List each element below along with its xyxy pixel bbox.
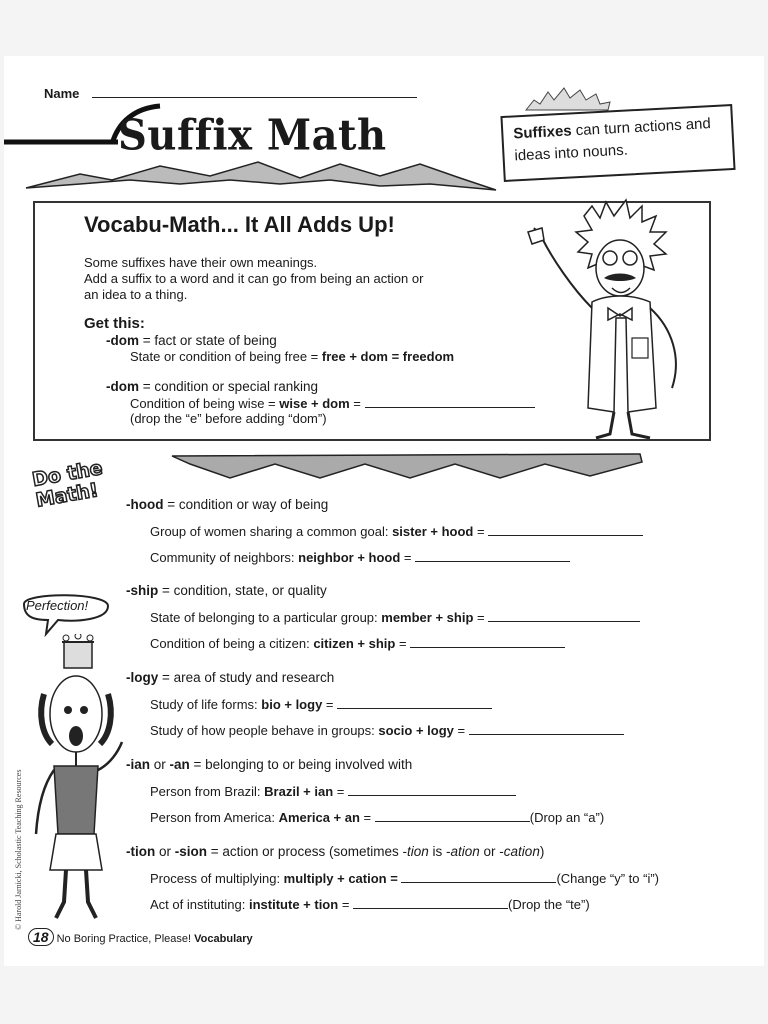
example-prompt: State or condition of being free = bbox=[130, 349, 322, 364]
answer-blank[interactable] bbox=[415, 549, 570, 562]
exercise-equals: = bbox=[400, 550, 416, 565]
suffix-definition: = action or process (sometimes - bbox=[207, 844, 407, 859]
example-prompt: Condition of being wise = bbox=[130, 396, 280, 411]
exercise-equals: = bbox=[473, 524, 489, 539]
exercise-equation: sister + hood bbox=[392, 524, 474, 539]
exercise-prompt: Study of how people behave in groups: bbox=[150, 723, 379, 738]
suffix-tion-definition bbox=[126, 844, 544, 859]
suffix-logy-definition bbox=[126, 670, 334, 685]
exercise-line bbox=[150, 896, 590, 912]
tagline-box bbox=[500, 104, 735, 182]
intro-line: an idea to a thing. bbox=[84, 287, 188, 302]
professor-illustration bbox=[522, 198, 717, 444]
do-the-math-badge: Do the Math! bbox=[30, 457, 105, 512]
exercise-equation: institute + tion bbox=[249, 897, 339, 912]
example-equation: free + dom = freedom bbox=[321, 349, 455, 364]
exercise-equals: = bbox=[333, 784, 348, 799]
copyright-text: © Harold Jarnicki, Scholastic Teaching Resources bbox=[14, 769, 23, 930]
example-note: (drop the “e” before adding “dom”) bbox=[130, 411, 327, 426]
exercise-equals: = bbox=[322, 697, 338, 712]
series-subject: Vocabulary bbox=[194, 933, 253, 945]
exercise-equation: America + an bbox=[278, 810, 360, 825]
answer-blank[interactable] bbox=[365, 395, 535, 408]
answer-blank[interactable] bbox=[353, 896, 508, 909]
name-label: Name bbox=[44, 86, 80, 101]
exercise-prompt: State of belonging to a particular group: bbox=[150, 610, 382, 625]
answer-blank[interactable] bbox=[488, 609, 640, 622]
suffix-definition: = belonging to or being involved with bbox=[189, 757, 413, 772]
exercise-prompt: Community of neighbors: bbox=[150, 550, 299, 565]
name-field[interactable] bbox=[92, 97, 417, 98]
zigzag-banner bbox=[170, 450, 645, 480]
tagline-text: can turn actions and ideas into nouns. bbox=[514, 115, 712, 165]
exercise-line bbox=[150, 523, 643, 539]
example-equals: = bbox=[349, 396, 365, 411]
suffix-term-alt: -sion bbox=[174, 844, 208, 859]
suffix-connector: or bbox=[155, 844, 175, 859]
example-suffix-definition bbox=[106, 333, 277, 348]
intro-line: Add a suffix to a word and it can go from being an action or bbox=[84, 271, 424, 286]
suffix-term: -dom bbox=[106, 379, 139, 394]
exercise-note: (Change “y” to “i”) bbox=[556, 871, 660, 886]
exercise-equation: member + ship bbox=[381, 610, 474, 625]
exercise-equation: socio + logy bbox=[378, 723, 454, 738]
suffix-ian-definition bbox=[126, 757, 412, 772]
exercise-note: (Drop an “a”) bbox=[529, 810, 605, 825]
suffix-italic: cation bbox=[503, 844, 540, 859]
exercise-prompt: Act of instituting: bbox=[150, 897, 249, 912]
answer-blank[interactable] bbox=[410, 635, 565, 648]
exercise-prompt: Person from America: bbox=[150, 810, 279, 825]
exercise-prompt: Condition of being a citizen: bbox=[150, 636, 314, 651]
exercise-line bbox=[150, 809, 604, 825]
example-line bbox=[130, 395, 535, 411]
exercise-prompt: Process of multiplying: bbox=[150, 871, 284, 886]
answer-blank[interactable] bbox=[401, 870, 556, 883]
exercise-prompt: Group of women sharing a common goal: bbox=[150, 524, 393, 539]
suffix-term: -logy bbox=[126, 670, 159, 685]
answer-blank[interactable] bbox=[337, 696, 492, 709]
suffix-definition: = fact or state of being bbox=[139, 333, 277, 348]
exercise-line bbox=[150, 722, 624, 738]
exercise-equation: citizen + ship bbox=[313, 636, 396, 651]
get-this-label: Get this: bbox=[84, 315, 145, 332]
suffix-definition: = condition or way of being bbox=[163, 497, 329, 512]
exercise-line bbox=[150, 870, 659, 886]
answer-blank[interactable] bbox=[348, 783, 516, 796]
suffix-definition: = condition or special ranking bbox=[139, 379, 318, 394]
exercise-equation: Brazil + ian bbox=[264, 784, 334, 799]
suffix-definition: = condition, state, or quality bbox=[158, 583, 327, 598]
page-footer bbox=[28, 929, 253, 945]
suffix-definition-mid: is - bbox=[428, 844, 451, 859]
suffix-connector: or bbox=[150, 757, 170, 772]
series-title: No Boring Practice, Please! bbox=[56, 933, 192, 945]
suffix-italic: tion bbox=[406, 844, 429, 859]
exercise-line bbox=[150, 783, 516, 799]
intro-line: Some suffixes have their own meanings. bbox=[84, 255, 318, 270]
exercise-line bbox=[150, 635, 565, 651]
exercise-line bbox=[150, 696, 492, 712]
exercise-equals: = bbox=[359, 810, 375, 825]
suffix-ship-definition bbox=[126, 583, 327, 598]
example-line bbox=[130, 349, 454, 364]
answer-blank[interactable] bbox=[375, 809, 530, 822]
page-title: Suffix Math bbox=[118, 110, 387, 161]
suffix-term: -ship bbox=[126, 583, 159, 598]
suffix-term-alt: -an bbox=[169, 757, 190, 772]
example-suffix-definition bbox=[106, 379, 318, 394]
exercise-equation: bio + logy bbox=[261, 697, 323, 712]
intro-text bbox=[84, 255, 514, 303]
exercise-line bbox=[150, 609, 640, 625]
exercise-equals: = bbox=[395, 636, 411, 651]
exercise-equals: = bbox=[338, 897, 354, 912]
suffix-term: -hood bbox=[126, 497, 164, 512]
page-number: 18 bbox=[28, 928, 54, 946]
exercise-equation: neighbor + hood bbox=[298, 550, 401, 565]
exercise-equation: multiply + cation = bbox=[283, 871, 398, 886]
exercise-line bbox=[150, 549, 570, 565]
suffix-definition-end: ) bbox=[539, 844, 545, 859]
suffix-hood-definition bbox=[126, 497, 328, 512]
exercise-equals: = bbox=[473, 610, 489, 625]
exercise-prompt: Person from Brazil: bbox=[150, 784, 265, 799]
suffix-term: -tion bbox=[126, 844, 156, 859]
suffix-term: -ian bbox=[126, 757, 151, 772]
girl-illustration bbox=[22, 634, 127, 934]
example-equation: wise + dom bbox=[279, 396, 350, 411]
answer-blank[interactable] bbox=[469, 722, 624, 735]
vocab-heading: Vocabu-Math... It All Adds Up! bbox=[84, 212, 395, 237]
suffix-definition-mid: or - bbox=[479, 844, 504, 859]
tagline-bold: Suffixes bbox=[512, 122, 573, 143]
exercise-prompt: Study of life forms: bbox=[150, 697, 262, 712]
perfection-text: Perfection! bbox=[26, 598, 89, 613]
exercise-note: (Drop the “te”) bbox=[508, 897, 590, 912]
exercise-equals: = bbox=[453, 723, 469, 738]
suffix-term: -dom bbox=[106, 333, 139, 348]
cloud-burst-icon bbox=[524, 86, 614, 112]
suffix-italic: ation bbox=[450, 844, 480, 859]
suffix-definition: = area of study and research bbox=[158, 670, 335, 685]
answer-blank[interactable] bbox=[488, 523, 643, 536]
